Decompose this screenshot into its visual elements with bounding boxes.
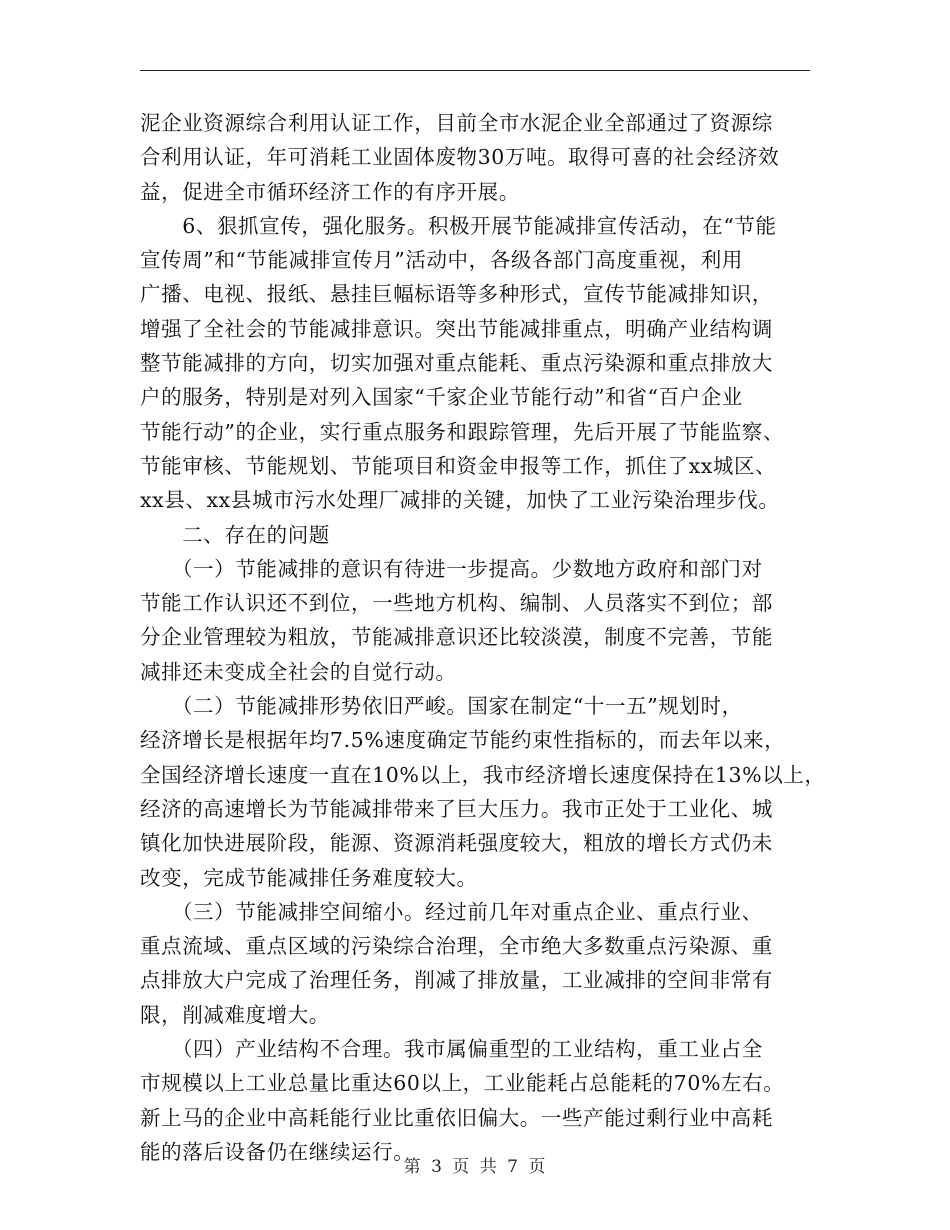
text-line: （三）节能减排空间缩小。经过前几年对重点企业、重点行业、 — [140, 899, 763, 924]
text-line: 整节能减排的方向，切实加强对重点能耗、重点污染源和重点排放大 — [140, 351, 773, 376]
body-text — [140, 106, 826, 1169]
text-line: 全国经济增长速度一直在10%以上，我市经济增长速度保持在13%以上， — [140, 762, 826, 787]
text-line: 宣传周”和“节能减排宣传月”活动中，各级各部门高度重视，利用 — [140, 248, 743, 273]
text-line: 经济增长是根据年均7.5%速度确定节能约束性指标的，而去年以来， — [140, 728, 786, 753]
text-line: 重点流域、重点区域的污染综合治理，全市绝大多数重点污染源、重 — [140, 934, 773, 959]
text-line: xx县、xx县城市污水处理厂减排的关键，加快了工业污染治理步伐。 — [140, 488, 780, 513]
text-line: 点排放大户完成了治理任务，削减了排放量，工业减排的空间非常有 — [140, 968, 773, 993]
text-line: 经济的高速增长为节能减排带来了巨大压力。我市正处于工业化、城 — [140, 796, 773, 821]
text-line: 户的服务，特别是对列入国家“千家企业节能行动”和省“百户企业 — [140, 385, 743, 410]
text-line: 新上马的企业中高耗能行业比重依旧偏大。一些产能过剩行业中高耗 — [140, 1105, 773, 1130]
text-line: 限，削减难度增大。 — [140, 1002, 330, 1027]
text-line: 节能审核、节能规划、节能项目和资金申报等工作，抓住了xx城区、 — [140, 453, 777, 478]
text-line: 能的落后设备仍在继续运行。 — [140, 1139, 415, 1164]
text-line: 6、狠抓宣传，强化服务。积极开展节能减排宣传活动，在“节能 — [140, 213, 777, 238]
text-line: 市规模以上工业总量比重达60以上，工业能耗占总能耗的70%左右。 — [140, 1071, 785, 1096]
text-line: 合利用认证，年可消耗工业固体废物30万吨。取得可喜的社会经济效 — [140, 145, 780, 170]
text-line: 分企业管理较为粗放，节能减排意识还比较淡漠，制度不完善，节能 — [140, 625, 773, 650]
text-line: 益，促进全市循环经济工作的有序开展。 — [140, 179, 520, 204]
page-footer: 第 3 页 共 7 页 — [403, 1157, 547, 1177]
text-line: （二）节能减排形势依旧严峻。国家在制定“十一五”规划时， — [140, 694, 743, 719]
text-line: （四）产业结构不合理。我市属偏重型的工业结构，重工业占全 — [140, 1037, 763, 1062]
text-line: 二、存在的问题 — [140, 522, 330, 547]
text-line: 泥企业资源综合利用认证工作，目前全市水泥企业全部通过了资源综 — [140, 111, 773, 135]
text-line: 节能行动”的企业，实行重点服务和跟踪管理，先后开展了节能监察、 — [140, 419, 785, 444]
text-line: 减排还未变成全社会的自觉行动。 — [140, 659, 457, 684]
header-rule — [140, 70, 810, 71]
text-line: 节能工作认识还不到位，一些地方机构、编制、人员落实不到位；部 — [140, 591, 773, 616]
text-line: 镇化加快进展阶段，能源、资源消耗强度较大，粗放的增长方式仍未 — [140, 831, 773, 856]
text-line: 广播、电视、报纸、悬挂巨幅标语等多种形式，宣传节能减排知识， — [140, 282, 773, 307]
text-line: 改变，完成节能减排任务难度较大。 — [140, 865, 478, 890]
text-line: 增强了全社会的节能减排意识。突出节能减排重点，明确产业结构调 — [140, 316, 773, 341]
text-line: （一）节能减排的意识有待进一步提高。少数地方政府和部门对 — [140, 556, 763, 581]
